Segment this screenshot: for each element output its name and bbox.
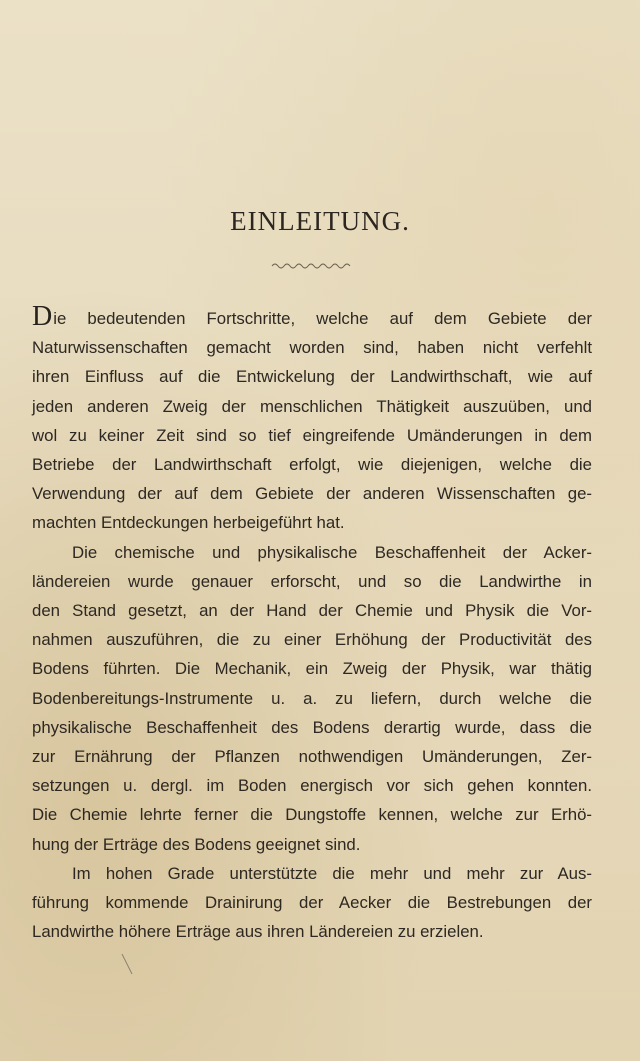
text-line: Bodenbereitungs-Instrumente u. a. zu liefern, durch welche die (32, 688, 592, 708)
text-line: wol zu keiner Zeit sind so tief eingreifende Umänderungen in dem (32, 425, 592, 445)
text-line: Verwendung der auf dem Gebiete der anderen Wissenschaften ge- (32, 484, 592, 504)
text-line: den Stand gesetzt, an der Hand der Chemie und Physik die Vor- (32, 601, 592, 621)
text-line: setzungen u. dergl. im Boden energisch vor sich gehen konnten. (32, 776, 592, 796)
text-line: Bodens führten. Die Mechanik, ein Zweig der Physik, war thätig (32, 659, 592, 679)
text-line: physikalische Beschaffenheit des Bodens derartig wurde, dass die (32, 717, 592, 737)
text-line: Betriebe der Landwirthschaft erfolgt, wie diejenigen, welche die (32, 455, 592, 475)
text-line: führung kommende Drainirung der Aecker die Bestrebungen der (32, 893, 592, 913)
text-line: Die Chemie lehrte ferner die Dungstoffe kennen, welche zur Erhö- (32, 805, 592, 825)
text-line: ländereien wurde genauer erforscht, und so die Landwirthe in (32, 571, 592, 591)
text-line: Die bedeutenden Fortschritte, welche auf dem Gebiete der (32, 301, 592, 332)
text-line: hung der Erträge des Bodens geeignet sind. (32, 834, 361, 854)
text-line: zur Ernährung der Pflanzen nothwendigen Umänderungen, Zer- (32, 747, 592, 767)
ornament-divider (270, 260, 352, 272)
stray-mark (120, 952, 134, 976)
text-line: Landwirthe höhere Erträge aus ihren Ländereien zu erzielen. (32, 922, 484, 942)
text-line: jeden anderen Zweig der menschlichen Thätigkeit auszuüben, und (32, 396, 592, 416)
text-line: machten Entdeckungen herbeigeführt hat. (32, 513, 345, 533)
body-text (32, 301, 592, 946)
text-line: nahmen auszuführen, die zu einer Erhöhung der Productivität des (32, 630, 592, 650)
text-line: Im hohen Grade unterstützte die mehr und mehr zur Aus- (72, 863, 592, 883)
chapter-heading: EINLEITUNG. (230, 206, 410, 236)
text-line: Naturwissenschaften gemacht worden sind, haben nicht verfehlt (32, 338, 592, 358)
text-line: Die chemische und physikalische Beschaffenheit der Acker- (72, 542, 592, 562)
drop-cap: D (32, 301, 53, 332)
text-line: ihren Einfluss auf die Entwickelung der Landwirthschaft, wie auf (32, 367, 592, 387)
